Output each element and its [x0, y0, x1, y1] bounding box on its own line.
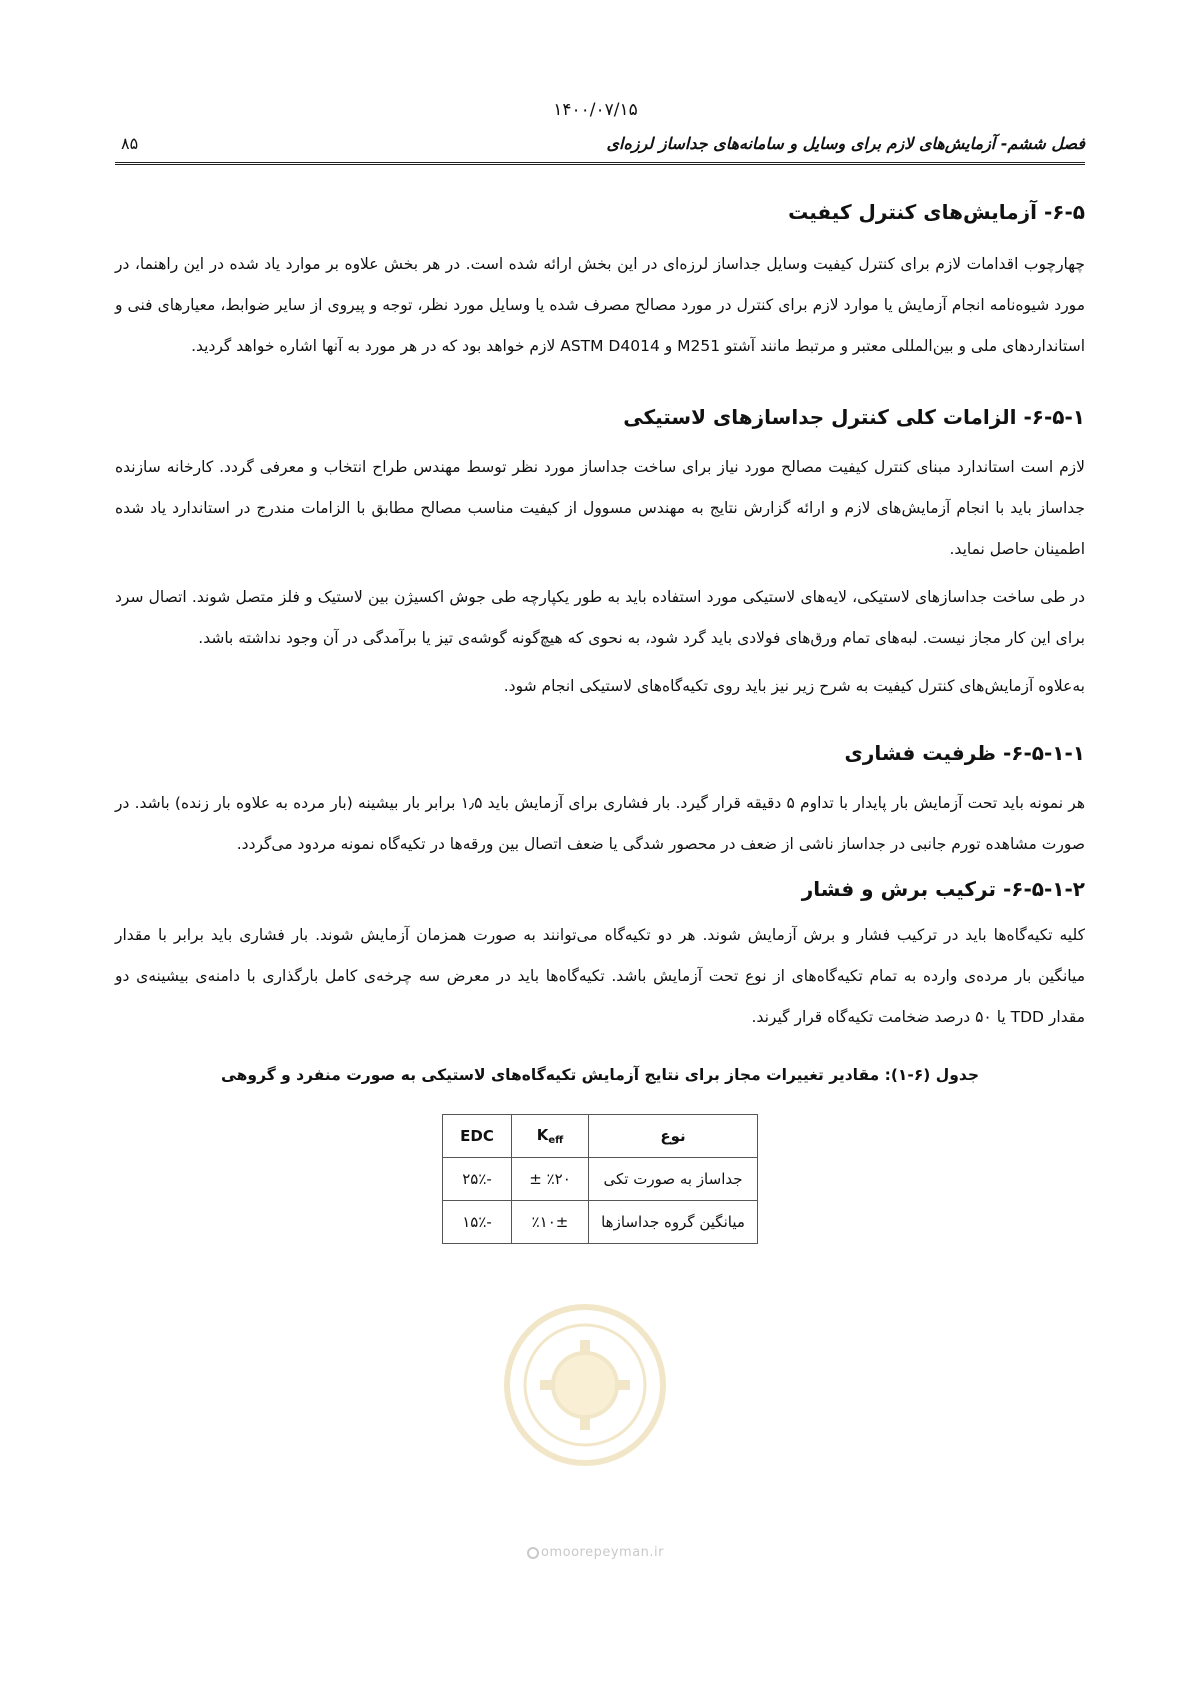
section-6-5-1-1-paragraph: هر نمونه باید تحت آزمایش بار پایدار با تداوم ۵ دقیقه قرار گیرد. بار فشاری برای آزمایش باید ۱٫۵ برابر بار بیشینه (بار مرده به علاوه بار زنده) باشد. در صورت مشاهده تورم جانبی در جداساز ناشی از ضعف در محصور شدگی یا ضعف اتصال بین ورقه‌ها در تکیه‌گاه نمونه مردود می‌گردد. — [115, 794, 1085, 853]
keff-subscript: eff — [548, 1135, 564, 1146]
section-heading-6-5-1: ۶-۵-۱- الزامات کلی کنترل جداسازهای لاستیکی — [623, 405, 1085, 429]
page-header — [115, 130, 1085, 165]
table-row — [443, 1158, 758, 1201]
section-6-5-1-paragraph-2: در طی ساخت جداسازهای لاستیکی، لایه‌های لاستیکی مورد استفاده باید به طور یکپارچه طی جوش اکسیژن بین لاستیک و فلز متصل شوند. اتصال سرد برای این کار مجاز نیست. لبه‌های تمام ورق‌های فولادی باید گرد شود، به نحوی که هیچ‌گونه گوشه‌ی تیز یا برآمدگی در آن وجود نداشته باشد. — [115, 588, 1085, 647]
watermark-seal-icon — [500, 1300, 670, 1470]
keff-symbol: K — [536, 1126, 549, 1144]
table-caption: جدول (۶-۱): مقادیر تغییرات مجاز برای نتایج آزمایش تکیه‌گاه‌های لاستیکی به صورت منفرد و گروهی — [221, 1066, 979, 1084]
watermark-url-text: omoorepeyman.ir — [541, 1545, 664, 1560]
cell-edc: -۲۵٪ — [443, 1158, 512, 1201]
section-6-5-1-2-paragraph: کلیه تکیه‌گاه‌ها باید در ترکیب فشار و برش آزمایش شوند. هر دو تکیه‌گاه می‌توانند به صورت همزمان آزمایش شوند. بار فشاری باید برابر با مقدار میانگین بار مرده‌ی وارده به تمام تکیه‌گاه‌های از نوع تحت آزمایش باشد. تکیه‌گاه‌ها باید در معرض سه چرخه‌ی کامل بارگذاری با دامنه‌ی بیشینه‌ی دو مقدار TDD یا ۵۰ درصد ضخامت تکیه‌گاه قرار گیرند. — [115, 926, 1085, 1026]
section-heading-6-5-1-1: ۶-۵-۱-۱- ظرفیت فشاری — [844, 741, 1085, 765]
cell-keff: ٪۲۰ ± — [512, 1158, 589, 1201]
page-number: ۸۵ — [121, 134, 139, 153]
cell-type: میانگین گروه جداسازها — [589, 1201, 758, 1244]
tolerance-table — [442, 1114, 758, 1244]
header-type: نوع — [589, 1115, 758, 1158]
section-6-5-1-paragraph-3: به‌علاوه آزمایش‌های کنترل کیفیت به شرح زیر نیز باید روی تکیه‌گاه‌های لاستیکی انجام شود. — [503, 677, 1085, 695]
section-heading-6-5-1-2: ۶-۵-۱-۲- ترکیب برش و فشار — [801, 877, 1085, 901]
header-edc: EDC — [443, 1115, 512, 1158]
section-6-5-paragraph: چهارچوب اقدامات لازم برای کنترل کیفیت وسایل جداساز لرزه‌ای در این بخش ارائه شده است. در هر بخش علاوه بر موارد یاد شده در این راهنما، در مورد شیوه‌نامه انجام آزمایش یا موارد لازم برای کنترل در مورد مصالح مصرف شده یا وسایل مورد نظر، توجه و پیروی از سایر ضوابط، معیارهای فنی و استانداردهای ملی و بین‌المللی معتبر و مرتبط مانند آشتو M251 و ASTM D4014 لازم خواهد بود که در هر مورد به آنها اشاره خواهد گردید. — [115, 255, 1085, 355]
cell-edc: -۱۵٪ — [443, 1201, 512, 1244]
main-content — [115, 200, 1085, 1244]
watermark-url — [0, 1545, 1191, 1560]
chapter-title: فصل ششم- آزمایش‌های لازم برای وسایل و سامانه‌های جداساز لرزه‌ای — [606, 134, 1085, 153]
cell-type: جداساز به صورت تکی — [589, 1158, 758, 1201]
document-date: ۱۴۰۰/۰۷/۱۵ — [553, 100, 638, 120]
section-6-5-1-paragraph-1: لازم است استاندارد مبنای کنترل کیفیت مصالح مورد نیاز برای ساخت جداساز مورد نظر توسط مهندس طراح انتخاب و معرفی گردد. کارخانه سازنده جداساز باید با انجام آزمایش‌های لازم و ارائه گزارش نتایج به مهندس مسوول از کیفیت مناسب مصالح مطابق با الزامات مندرج در استاندارد یاد شده اطمینان حاصل نماید. — [115, 458, 1085, 558]
at-icon — [527, 1547, 539, 1559]
header-keff — [512, 1115, 589, 1158]
table-row — [443, 1201, 758, 1244]
cell-keff: ٪۱۰± — [512, 1201, 589, 1244]
table-header-row — [443, 1115, 758, 1158]
section-heading-6-5: ۶-۵- آزمایش‌های کنترل کیفیت — [788, 200, 1085, 224]
